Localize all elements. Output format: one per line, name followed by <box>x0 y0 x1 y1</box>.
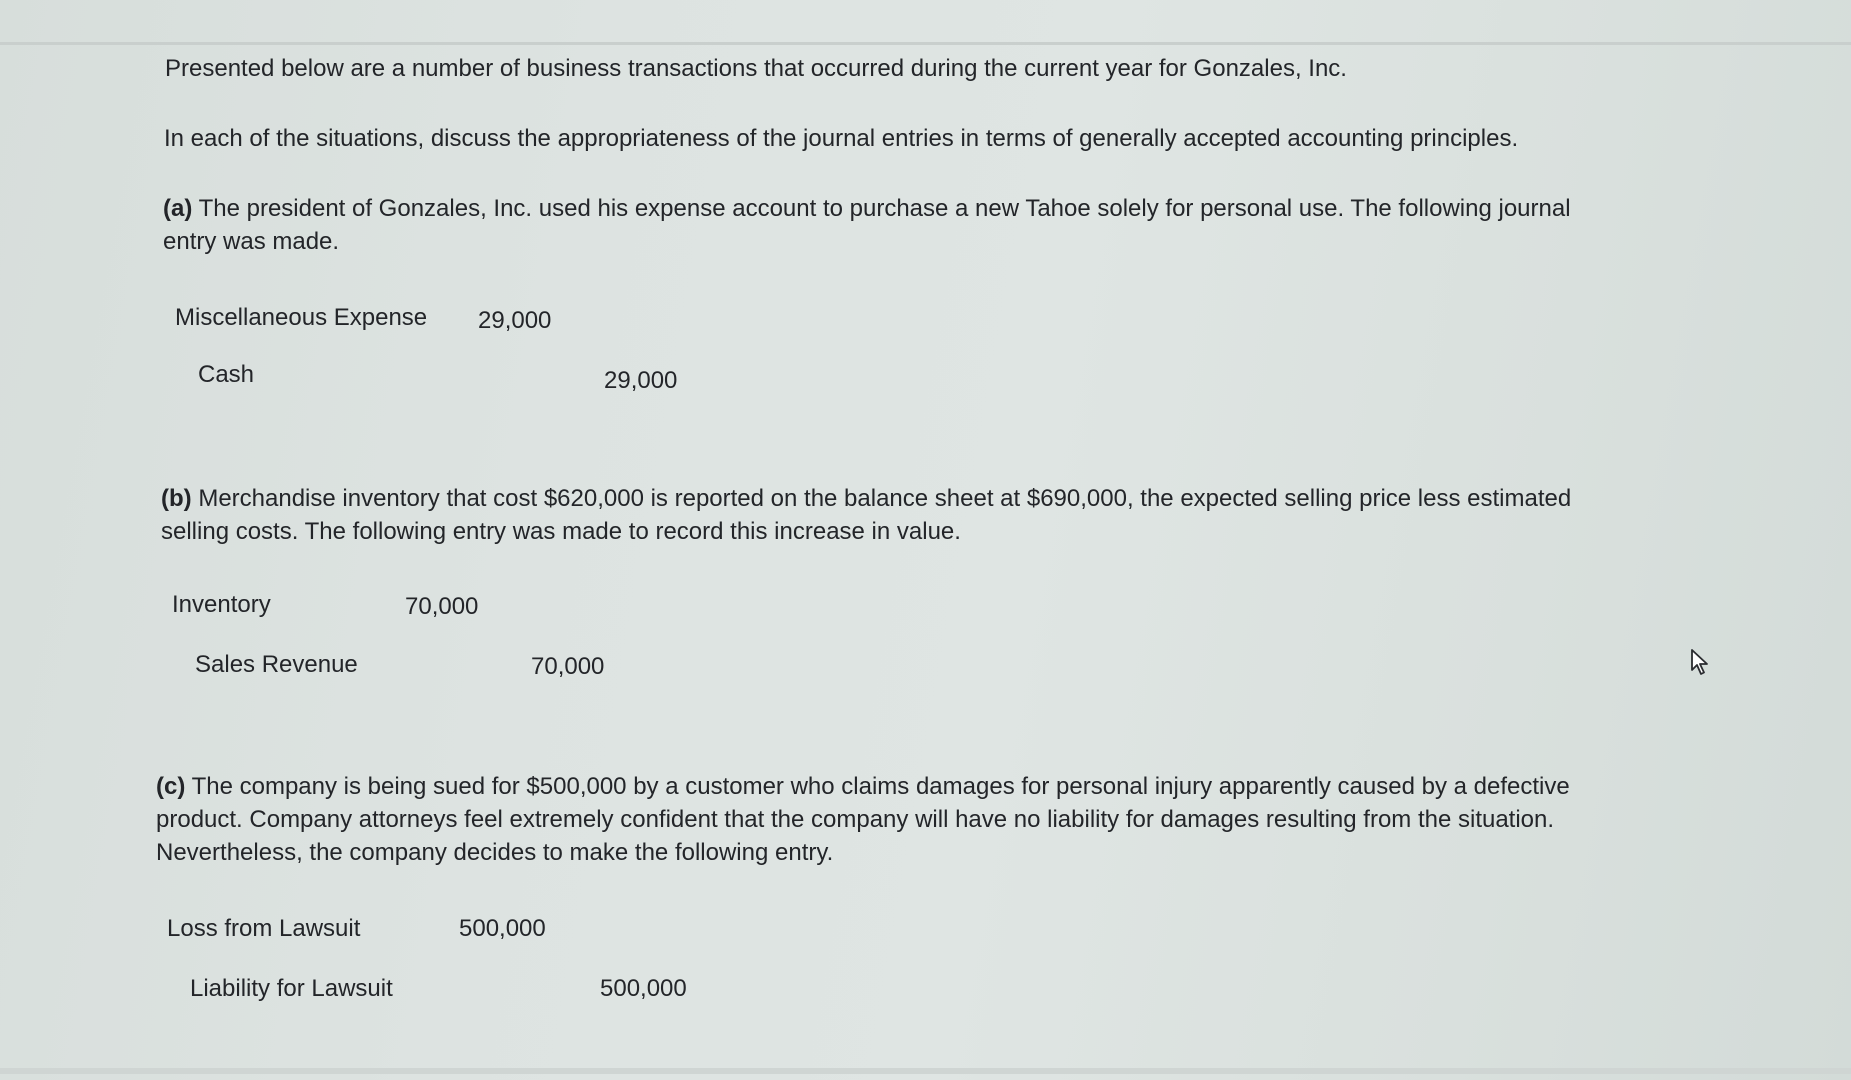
situation-b-description: Merchandise inventory that cost $620,000 is reported on the balance sheet at $690,000, the expected selling price less estimated selling costs. The following entry was made to record this increase in value. <box>161 485 1572 545</box>
intro-text: Presented below are a number of business transactions that occurred during the current year for Gonzales, Inc. <box>165 55 1347 82</box>
entry-b-debit-account: Inventory <box>172 591 271 618</box>
situation-c-letter: (c) <box>156 773 186 800</box>
entry-a-credit-account: Cash <box>198 361 255 388</box>
entry-c-debit-account: Loss from Lawsuit <box>167 915 361 942</box>
entry-a-debit-account: Miscellaneous Expense <box>175 304 428 331</box>
entry-c-credit-account: Liability for Lawsuit <box>190 975 393 1002</box>
entry-a-credit-amount: 29,000 <box>604 367 678 394</box>
entry-a-debit-amount: 29,000 <box>478 307 552 334</box>
entry-b-credit-account: Sales Revenue <box>195 651 358 678</box>
entry-c-credit-amount: 500,000 <box>600 975 687 1002</box>
situation-a-description: The president of Gonzales, Inc. used his expense account to purchase a new Tahoe solely for personal use. The following journal entry was made. <box>163 195 1571 255</box>
situation-a-letter: (a) <box>163 195 193 222</box>
situation-c-description: The company is being sued for $500,000 by a customer who claims damages for personal injury apparently caused by a defective product. Company attorneys feel extremely confident that the company will have no liability for damages resulting from the situation. Nevertheless, the company decides to make the following entry. <box>156 773 1570 866</box>
situation-b-text <box>161 482 1601 548</box>
entry-b-debit-amount: 70,000 <box>405 593 479 620</box>
entry-b-credit-amount: 70,000 <box>531 653 605 680</box>
situation-c-text <box>156 770 1616 869</box>
entry-c-debit-amount: 500,000 <box>459 915 546 942</box>
situation-a-text <box>163 192 1583 258</box>
mouse-pointer-icon <box>1690 648 1712 676</box>
instruction-text: In each of the situations, discuss the appropriateness of the journal entries in terms of generally accepted accounting principles. <box>164 125 1519 152</box>
situation-b-letter: (b) <box>161 485 192 512</box>
bottom-divider <box>0 1068 1851 1074</box>
